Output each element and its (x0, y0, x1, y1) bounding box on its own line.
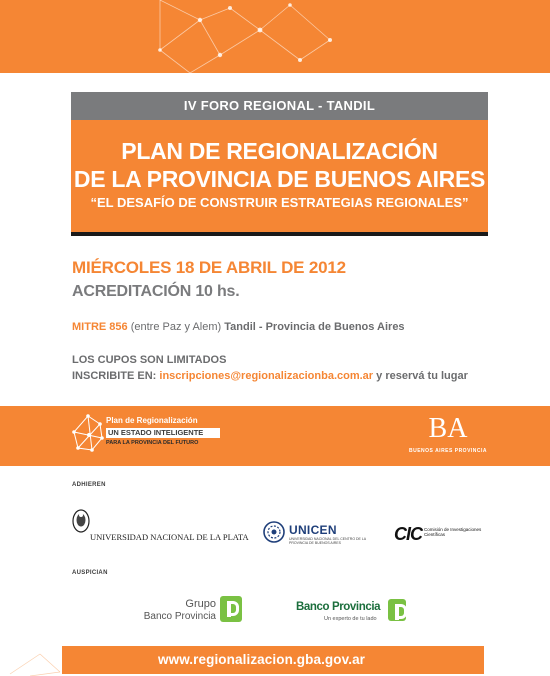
top-banner (0, 0, 550, 73)
grupo-line2: Banco Provincia (143, 611, 216, 622)
address-city: Tandil - Provincia de Buenos Aires (224, 321, 405, 333)
plan-logo-box: UN ESTADO INTELIGENTE (106, 428, 220, 438)
unicen-name: UNICEN (289, 523, 337, 537)
cic-sub: Comisión de Investigaciones Científicas (424, 527, 482, 537)
adhieren-label: ADHIEREN (72, 482, 106, 488)
grupo-banco-provincia-logo (140, 596, 250, 626)
banco-provincia-logo (296, 598, 416, 628)
unicen-sub: UNIVERSIDAD NACIONAL DEL CENTRO DE LA PROVINCIA DE BUENOS AIRES (289, 537, 366, 545)
website-link[interactable]: www.regionalizacion.gba.gov.ar (158, 652, 366, 667)
unlp-logo (72, 508, 249, 544)
registration-suffix: y reservá tu lugar (373, 370, 468, 382)
address-between: (entre Paz y Alem) (127, 321, 225, 333)
plan-logo-title: Plan de Regionalización (106, 416, 198, 425)
ba-logo-mark: BA (428, 413, 468, 444)
accreditation-time: ACREDITACIÓN 10 hs. (72, 283, 240, 300)
page-title-line2: DE LA PROVINCIA DE BUENOS AIRES (73, 166, 486, 192)
network-graphic-icon (0, 0, 550, 73)
cic-mark: CIC (394, 524, 422, 544)
unlp-crest-icon (72, 508, 90, 534)
cic-logo (394, 524, 486, 544)
network-logo-icon (72, 414, 104, 454)
registration-email-link[interactable]: inscripciones@regionalizacionba.com.ar (159, 370, 374, 382)
unicen-logo (263, 521, 373, 547)
page-subtitle: “EL DESAFÍO DE CONSTRUIR ESTRATEGIAS REGIONALES” (90, 195, 469, 210)
divider (71, 232, 488, 236)
grupo-line1: Grupo (185, 598, 216, 610)
url-bar (62, 646, 484, 674)
plan-regionalizacion-logo (72, 412, 232, 458)
ba-logo-sub: BUENOS AIRES PROVINCIA (408, 448, 488, 454)
page-title-line1: PLAN DE REGIONALIZACIÓN (121, 138, 438, 164)
registration-line (72, 370, 468, 382)
title-block (71, 120, 488, 232)
unicen-seal-icon (263, 521, 285, 543)
banco-p-icon (220, 596, 242, 622)
plan-logo-sub: PARA LA PROVINCIA DEL FUTURO (106, 440, 199, 446)
registration-prefix: INSCRIBITE EN: (72, 370, 160, 382)
event-address (72, 321, 405, 333)
ba-logo (408, 414, 488, 460)
event-date: MIÉRCOLES 18 DE ABRIL DE 2012 (72, 258, 346, 277)
banco-name: Banco Provincia (296, 601, 381, 613)
event-label: IV FORO REGIONAL - TANDIL (71, 92, 488, 120)
unlp-name: UNIVERSIDAD NACIONAL DE LA PLATA (90, 532, 249, 542)
address-street: MITRE 856 (72, 321, 128, 333)
auspician-label: AUSPICIAN (72, 570, 108, 576)
banco-p-icon (388, 599, 406, 621)
banco-tagline: Un experto de tu lado (324, 616, 377, 622)
limited-seats-note: LOS CUPOS SON LIMITADOS (72, 354, 227, 366)
